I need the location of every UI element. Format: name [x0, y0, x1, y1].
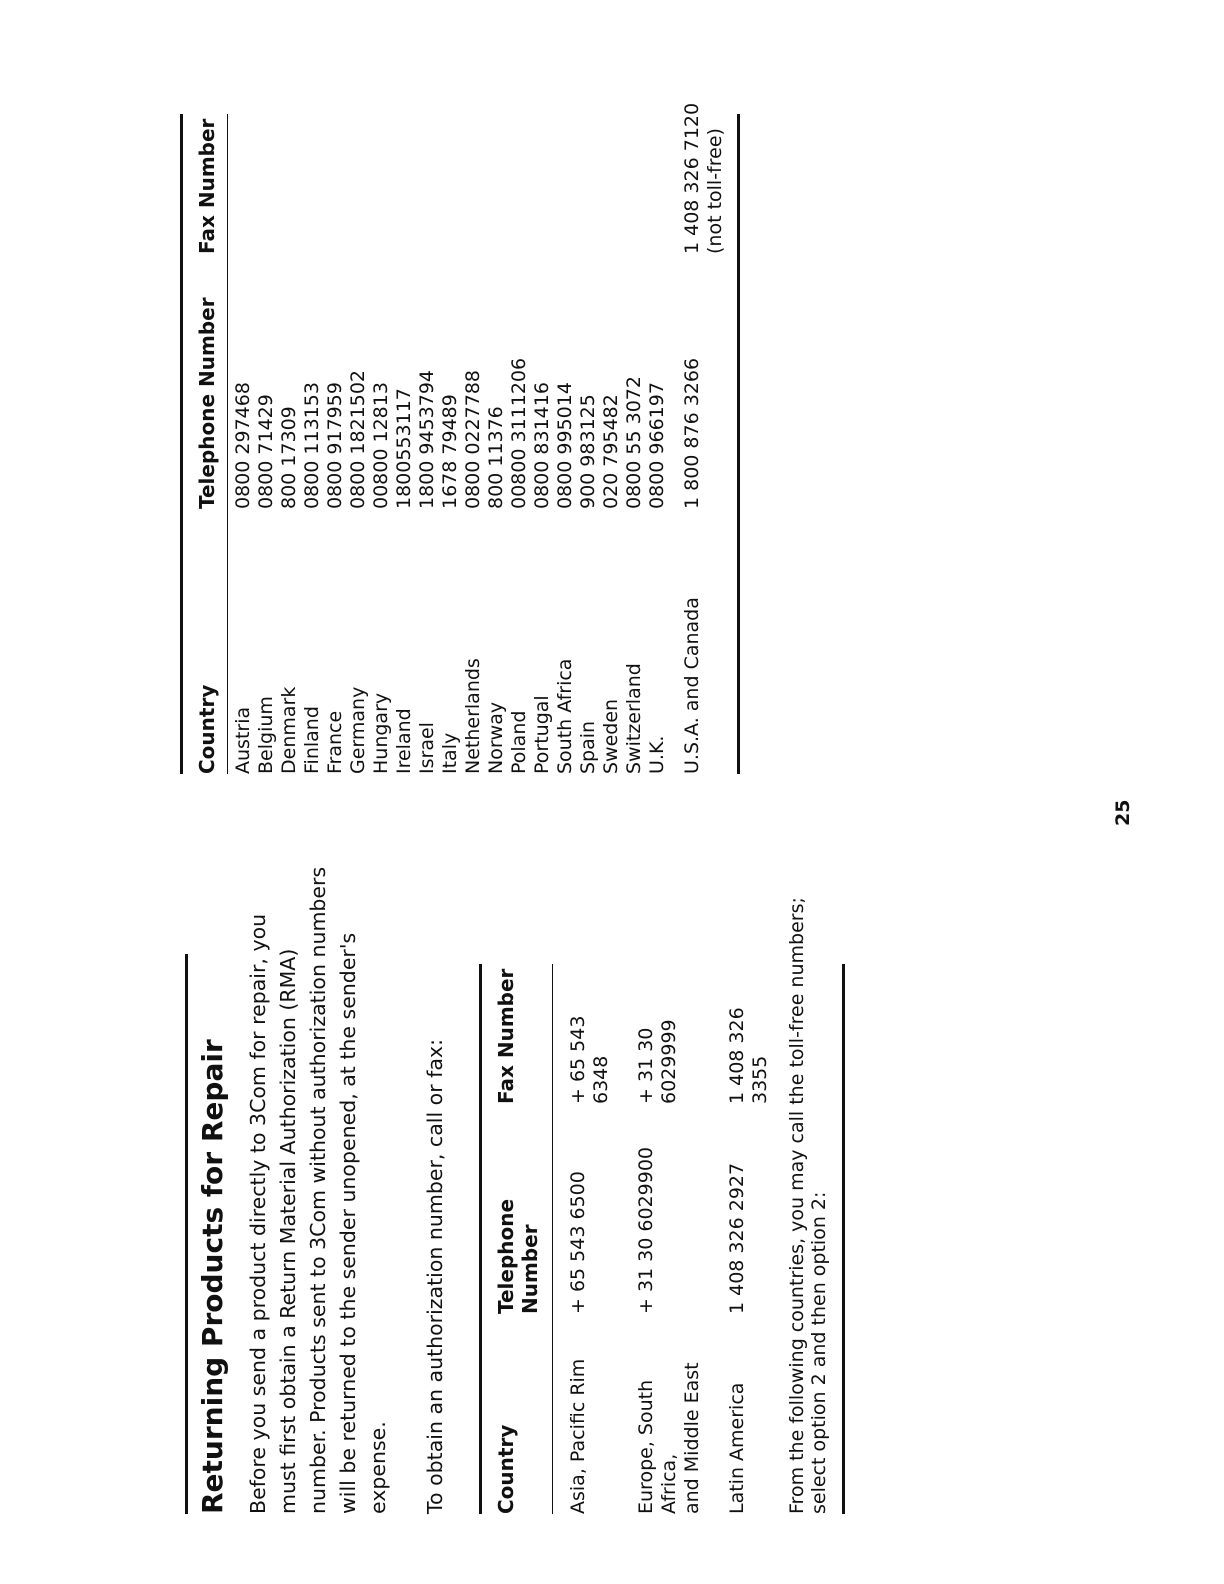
country-item: Sweden — [600, 698, 622, 774]
intro-paragraph — [243, 866, 393, 1514]
regional-contact-table — [479, 897, 845, 1514]
country-line: Asia, Pacific Rim — [567, 1358, 589, 1514]
country-item: U.K. — [646, 735, 668, 774]
tollfree-note — [780, 897, 842, 1514]
telephone-item: 020 795482 — [600, 394, 622, 509]
telephone-item: 0800 917959 — [324, 382, 346, 509]
fax-note: (not toll-free) — [704, 128, 726, 254]
telephone-item: 0800 1821502 — [347, 369, 369, 509]
row-fax — [567, 964, 613, 1104]
header-country: Country — [195, 684, 219, 774]
country-item: Ireland — [393, 708, 415, 774]
country-item: Switzerland — [623, 663, 645, 774]
telephone-item: 00800 3111206 — [508, 357, 530, 509]
row-telephone — [726, 1104, 772, 1314]
country-item: Belgium — [255, 696, 277, 774]
authorization-prompt: To obtain an authorization number, call or fax: — [423, 1039, 447, 1514]
intro-line: expense. — [366, 1421, 390, 1514]
fax-value: + 65 543 6348 — [567, 1015, 612, 1104]
country-item: Portugal — [531, 695, 553, 774]
telephone-item: 800 17309 — [278, 406, 300, 509]
telephone-item: 0800 297468 — [232, 382, 254, 509]
table-row — [712, 964, 780, 1514]
telephone-item: 1800 9453794 — [416, 369, 438, 509]
row-telephone: 1 800 876 3266 — [681, 357, 703, 509]
page-title: Returning Products for Repair — [196, 1039, 229, 1514]
country-item: Spain — [577, 720, 599, 774]
row-country — [726, 1314, 772, 1514]
country-item: France — [324, 710, 346, 774]
country-line: Europe, South Africa, — [635, 1379, 680, 1514]
country-item: Germany — [347, 686, 369, 774]
header-telephone: Telephone Number — [494, 1198, 542, 1314]
row-fax — [681, 102, 727, 254]
country-item: Israel — [416, 722, 438, 774]
country-item: Austria — [232, 706, 254, 774]
country-line: and Middle East — [681, 1362, 703, 1514]
telephone-item: 1678 79489 — [439, 394, 461, 509]
note-line: From the following countries, you may call the toll-free numbers; — [786, 897, 808, 1514]
row-country — [635, 1314, 704, 1514]
country-item: South Africa — [554, 658, 576, 774]
row-fax — [726, 964, 772, 1104]
intro-line: must first obtain a Return Material Authorization (RMA) — [276, 948, 300, 1514]
telephone-item: 0800 831416 — [531, 382, 553, 509]
country-line: Latin America — [726, 1382, 748, 1514]
fax-value: 6029999 — [658, 1019, 680, 1104]
country-item: Norway — [485, 701, 507, 774]
table-row — [553, 964, 621, 1514]
telephone-list — [232, 254, 669, 509]
header-fax: Fax Number — [494, 968, 518, 1104]
telephone-item: 00800 12813 — [370, 382, 392, 509]
telephone-item: 0800 0227788 — [462, 369, 484, 509]
telephone-item: 0800 113153 — [301, 382, 323, 509]
country-item: Hungary — [370, 692, 392, 774]
telephone-value: 1 408 326 2927 — [726, 1162, 748, 1314]
tollfree-table — [180, 102, 740, 774]
table-header — [482, 964, 553, 1514]
right-column — [180, 102, 740, 774]
country-list — [232, 509, 669, 774]
title-rule — [185, 954, 188, 1514]
country-item: Denmark — [278, 686, 300, 774]
fax-list — [232, 114, 669, 254]
telephone-item: 0800 55 3072 — [623, 376, 645, 509]
intro-line: number. Products sent to 3Com without authorization numbers — [306, 866, 330, 1514]
telephone-item: 0800 966197 — [646, 382, 668, 509]
note-line: select option 2 and then option 2: — [808, 1191, 830, 1514]
telephone-item: 800 11376 — [485, 406, 507, 509]
left-column — [185, 866, 845, 1514]
fax-value: 1 408 326 3355 — [726, 1007, 771, 1104]
telephone-value: + 65 543 6500 — [567, 1171, 589, 1314]
intro-line: Before you send a product directly to 3Com for repair, you — [246, 913, 270, 1514]
telephone-item: 900 983125 — [577, 394, 599, 509]
table-body — [228, 114, 669, 774]
telephone-item: 0800 995014 — [554, 382, 576, 509]
fax-value: 1 408 326 7120 — [681, 102, 703, 254]
country-item: Italy — [439, 732, 461, 774]
country-item: Finland — [301, 706, 323, 774]
telephone-item: 0800 71429 — [255, 394, 277, 509]
row-country — [567, 1314, 613, 1514]
country-item: Netherlands — [462, 658, 484, 774]
fax-value: + 31 30 — [635, 1027, 657, 1104]
table-row — [669, 102, 727, 774]
row-country: U.S.A. and Canada — [681, 597, 703, 774]
intro-line: will be returned to the sender unopened, at the sender's — [336, 932, 360, 1514]
telephone-item: 1800553117 — [393, 388, 415, 509]
country-item: Poland — [508, 710, 530, 774]
row-telephone — [567, 1104, 613, 1314]
table-header — [183, 114, 228, 774]
row-telephone — [635, 1104, 704, 1314]
header-country: Country — [494, 1424, 518, 1514]
telephone-value: + 31 30 6029900 — [635, 1146, 657, 1314]
header-fax: Fax Number — [195, 118, 219, 254]
header-telephone: Telephone Number — [195, 297, 219, 509]
row-fax — [635, 964, 704, 1104]
page-number: 25 — [1112, 799, 1134, 826]
table-row — [621, 964, 712, 1514]
